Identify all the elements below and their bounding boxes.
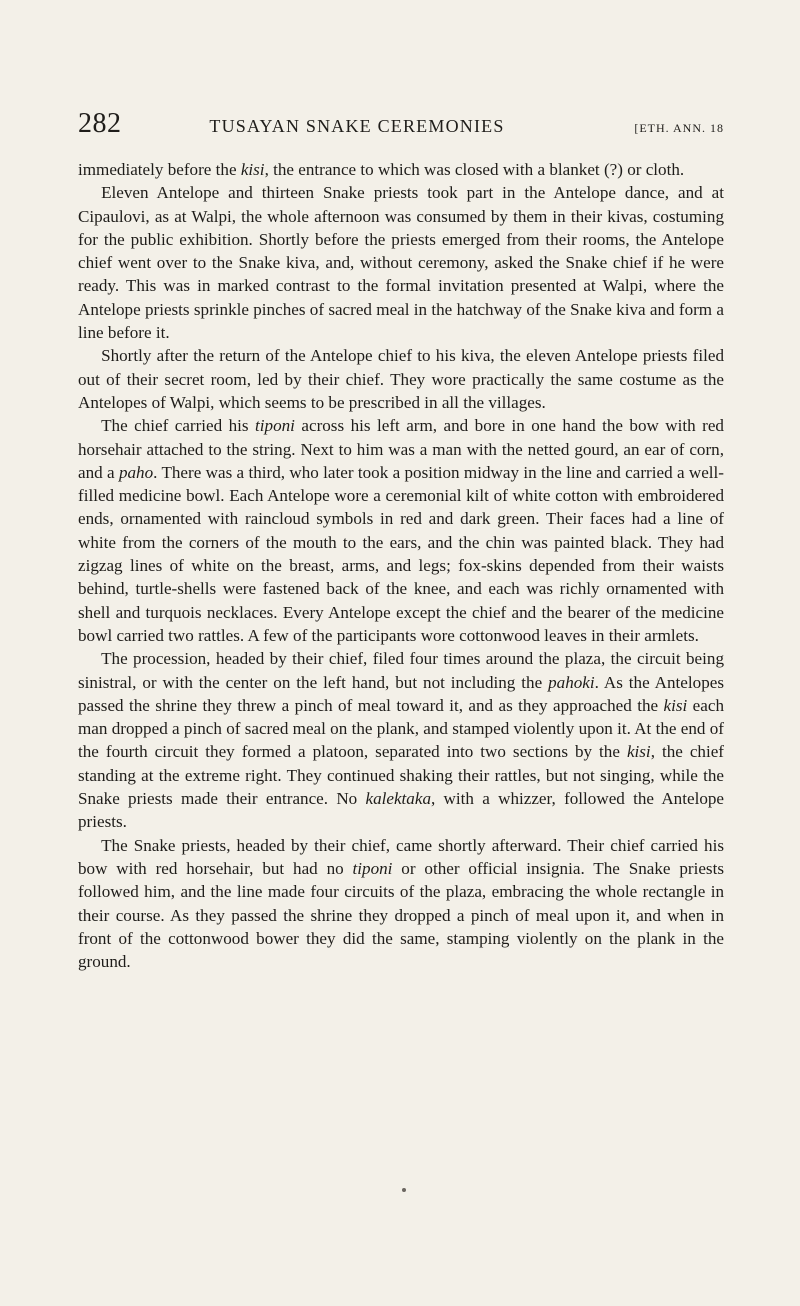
text-segment: , the chief standing at the extreme right. They continued shaking their rattles, but not singing, while the Snake priests made their entrance. No xyxy=(78,742,724,809)
text-segment: . As the Antelopes passed the shrine they threw a pinch of meal toward it, and as they approached the xyxy=(78,672,724,715)
text-segment: , with a whizzer, followed the Antelope priests. xyxy=(78,789,724,832)
paragraph-1 xyxy=(78,158,724,181)
text-segment: Shortly after the return of the Antelope chief to his kiva, the eleven Antelope priests filed out of their secret room, led by their chief. They wore practically the same costume as the Antelopes of Walpi, which seems to be prescribed in all the villages. xyxy=(78,346,724,412)
italic-term: tiponi xyxy=(255,416,295,436)
page-header xyxy=(78,108,724,140)
italic-term: kisi xyxy=(626,742,651,762)
text-segment: . There was a third, who later took a position midway in the line and carried a well-filled medicine bowl. Each Antelope wore a ceremonial kilt of white cotton with embroidered ends, ornamented with raincloud symbols in red and dark green. Their faces had a line of white from the corners of the mouth to the ears, and the chin was painted black. They had zigzag lines of white on the breast, arms, and legs; fox-skins depended from their waists behind, turtle-shells were fastened back of the knee, and each was richly ornamented with shell and turquois necklaces. Every Antelope except the chief and the bearer of the medicine bowl carried two rattles. A few of the participants wore cottonwood leaves in their armlets. xyxy=(78,462,724,645)
text-segment: , the entrance to which was closed with a blanket (?) or cloth. xyxy=(264,160,685,179)
body-text xyxy=(78,158,724,973)
print-speck xyxy=(402,1188,406,1192)
paragraph-3 xyxy=(78,344,724,414)
italic-term: tiponi xyxy=(352,858,393,878)
text-segment: each man dropped a pinch of sacred meal on the plank, and stamped violently upon it. At the end of the fourth circuit they formed a platoon, separated into two sections by the xyxy=(78,695,724,762)
paragraph-5 xyxy=(78,647,724,833)
italic-term: kisi xyxy=(240,160,265,179)
italic-term: paho xyxy=(118,462,154,482)
page-number: 282 xyxy=(78,108,122,139)
text-segment: Eleven Antelope and thirteen Snake priests took part in the Antelope dance, and at Cipaulovi, as at Walpi, the whole afternoon was consumed by them in their kivas, costuming for the public exhibition. Shortly before the priests emerged from their rooms, the Antelope chief went over to the Snake kiva, and, without ceremony, asked the Snake chief if he were ready. This was in marked contrast to the formal invitation presented at Walpi, where the Antelope priests sprinkle pinches of sacred meal in the hatchway of the Snake kiva and form a line before it. xyxy=(78,183,724,343)
paragraph-6 xyxy=(78,834,724,974)
text-segment: or other official insignia. The Snake priests followed him, and the line made four circuits of the plaza, embracing the whole rectangle in their course. As they passed the shrine they dropped a pinch of meal upon it, and when in front of the cottonwood bower they did the same, stamping violently on the plank in the ground. xyxy=(78,858,724,972)
report-code: [ETH. ANN. 18 xyxy=(634,121,724,135)
text-segment: The procession, headed by their chief, filed four times around the plaza, the circuit being sinistral, or with the center on the left hand, but not including the xyxy=(78,649,724,692)
text-segment: The chief carried his xyxy=(101,416,256,436)
text-segment: The Snake priests, headed by their chief, came shortly afterward. Their chief carried his bow with red horsehair, but had no xyxy=(78,835,724,878)
text-segment: immediately before the xyxy=(78,160,241,179)
paragraph-4 xyxy=(78,414,724,647)
italic-term: kisi xyxy=(663,695,688,715)
paragraph-2 xyxy=(78,181,724,344)
italic-term: kalektaka xyxy=(365,789,431,809)
text-segment: across his left arm, and bore in one hand the bow with red horsehair attached to the string. Next to him was a man with the netted gourd, an ear of corn, and a xyxy=(78,416,724,482)
running-title: TUSAYAN SNAKE CEREMONIES xyxy=(209,116,505,136)
italic-term: pahoki xyxy=(548,672,595,692)
